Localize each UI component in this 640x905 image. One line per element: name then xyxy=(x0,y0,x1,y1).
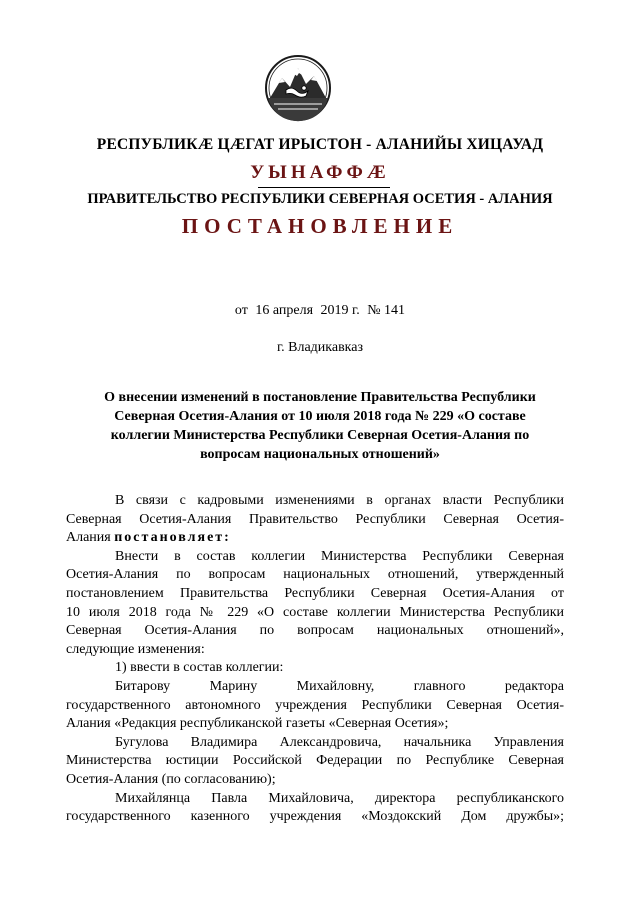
document-date: 16 апреля xyxy=(255,303,314,318)
body-line: Министерства юстиции Российской Федерации по Республике Северная xyxy=(66,753,564,769)
body-line: постановлением Правительства Республики Северная Осетия-Алания от xyxy=(66,585,564,601)
body-line: следующие изменения: xyxy=(66,641,205,657)
body-line: 10 июля 2018 года № 229 «О составе коллегии Министерства Республики xyxy=(66,604,564,620)
ossetian-document-title: УЫНАФФӔ xyxy=(250,162,390,183)
body-line: государственного казенного учреждения «Моздокский Дом дружбы»; xyxy=(66,809,564,825)
body-line: государственного автономного учреждения Республики Северная Осетия- xyxy=(66,697,564,713)
subject-line: коллегии Министерства Республики Северная Осетия-Алания по xyxy=(110,428,530,443)
body-line: В связи с кадровыми изменениями в органах власти Республики xyxy=(115,493,564,508)
body-line: Внести в состав коллегии Министерства Республики Северная xyxy=(115,548,564,564)
document-year: 2019 г. xyxy=(320,303,360,318)
ossetian-government-line: РЕСПУБЛИКӔ ЦӔГАТ ИРЫСТОН - АЛАНИЙЫ ХИЦАУАД xyxy=(96,136,544,153)
document-city: г. Владикавказ xyxy=(276,340,364,355)
document-number: № 141 xyxy=(367,303,406,318)
document-body xyxy=(66,492,564,827)
coat-of-arms-emblem xyxy=(264,54,332,122)
subject-line: Северная Осетия-Алания от 10 июля 2018 года № 229 «О составе xyxy=(114,409,526,424)
subject-line: О внесении изменений в постановление Правительства Республики xyxy=(104,390,536,405)
document-subject xyxy=(70,388,570,464)
body-line: Михайлянца Павла Михайловича, директора республиканского xyxy=(115,790,564,806)
body-line-text: Алания xyxy=(66,530,111,546)
body-line: Битарову Марину Михайловну, главного редактора xyxy=(115,678,564,694)
body-line: Алания «Редакция республиканской газеты «Северная Осетия»; xyxy=(66,716,449,732)
subject-line: вопросам национальных отношений» xyxy=(200,447,440,462)
body-line: Северная Осетия-Алания по вопросам национальных отношений», xyxy=(66,623,564,639)
document-date-line xyxy=(0,303,640,319)
body-line: Осетия-Алания (по согласованию); xyxy=(66,771,276,787)
russian-document-title: ПОСТАНОВЛЕНИЕ xyxy=(181,214,459,238)
header-divider xyxy=(258,187,390,188)
date-prefix: от xyxy=(234,303,248,318)
body-line: Осетия-Алания по вопросам национальных отношений, утвержденный xyxy=(66,567,564,583)
body-line xyxy=(66,529,564,548)
list-item-marker-line: 1) ввести в состав коллегии: xyxy=(115,660,284,676)
body-line: Бугулова Владимира Александровича, начальника Управления xyxy=(115,734,564,750)
resolves-keyword: постановляет: xyxy=(114,530,231,546)
body-line: Северная Осетия-Алания Правительство Республики Северная Осетия- xyxy=(66,511,564,527)
russian-government-line: ПРАВИТЕЛЬСТВО РЕСПУБЛИКИ СЕВЕРНАЯ ОСЕТИЯ - АЛАНИЯ xyxy=(87,191,553,207)
